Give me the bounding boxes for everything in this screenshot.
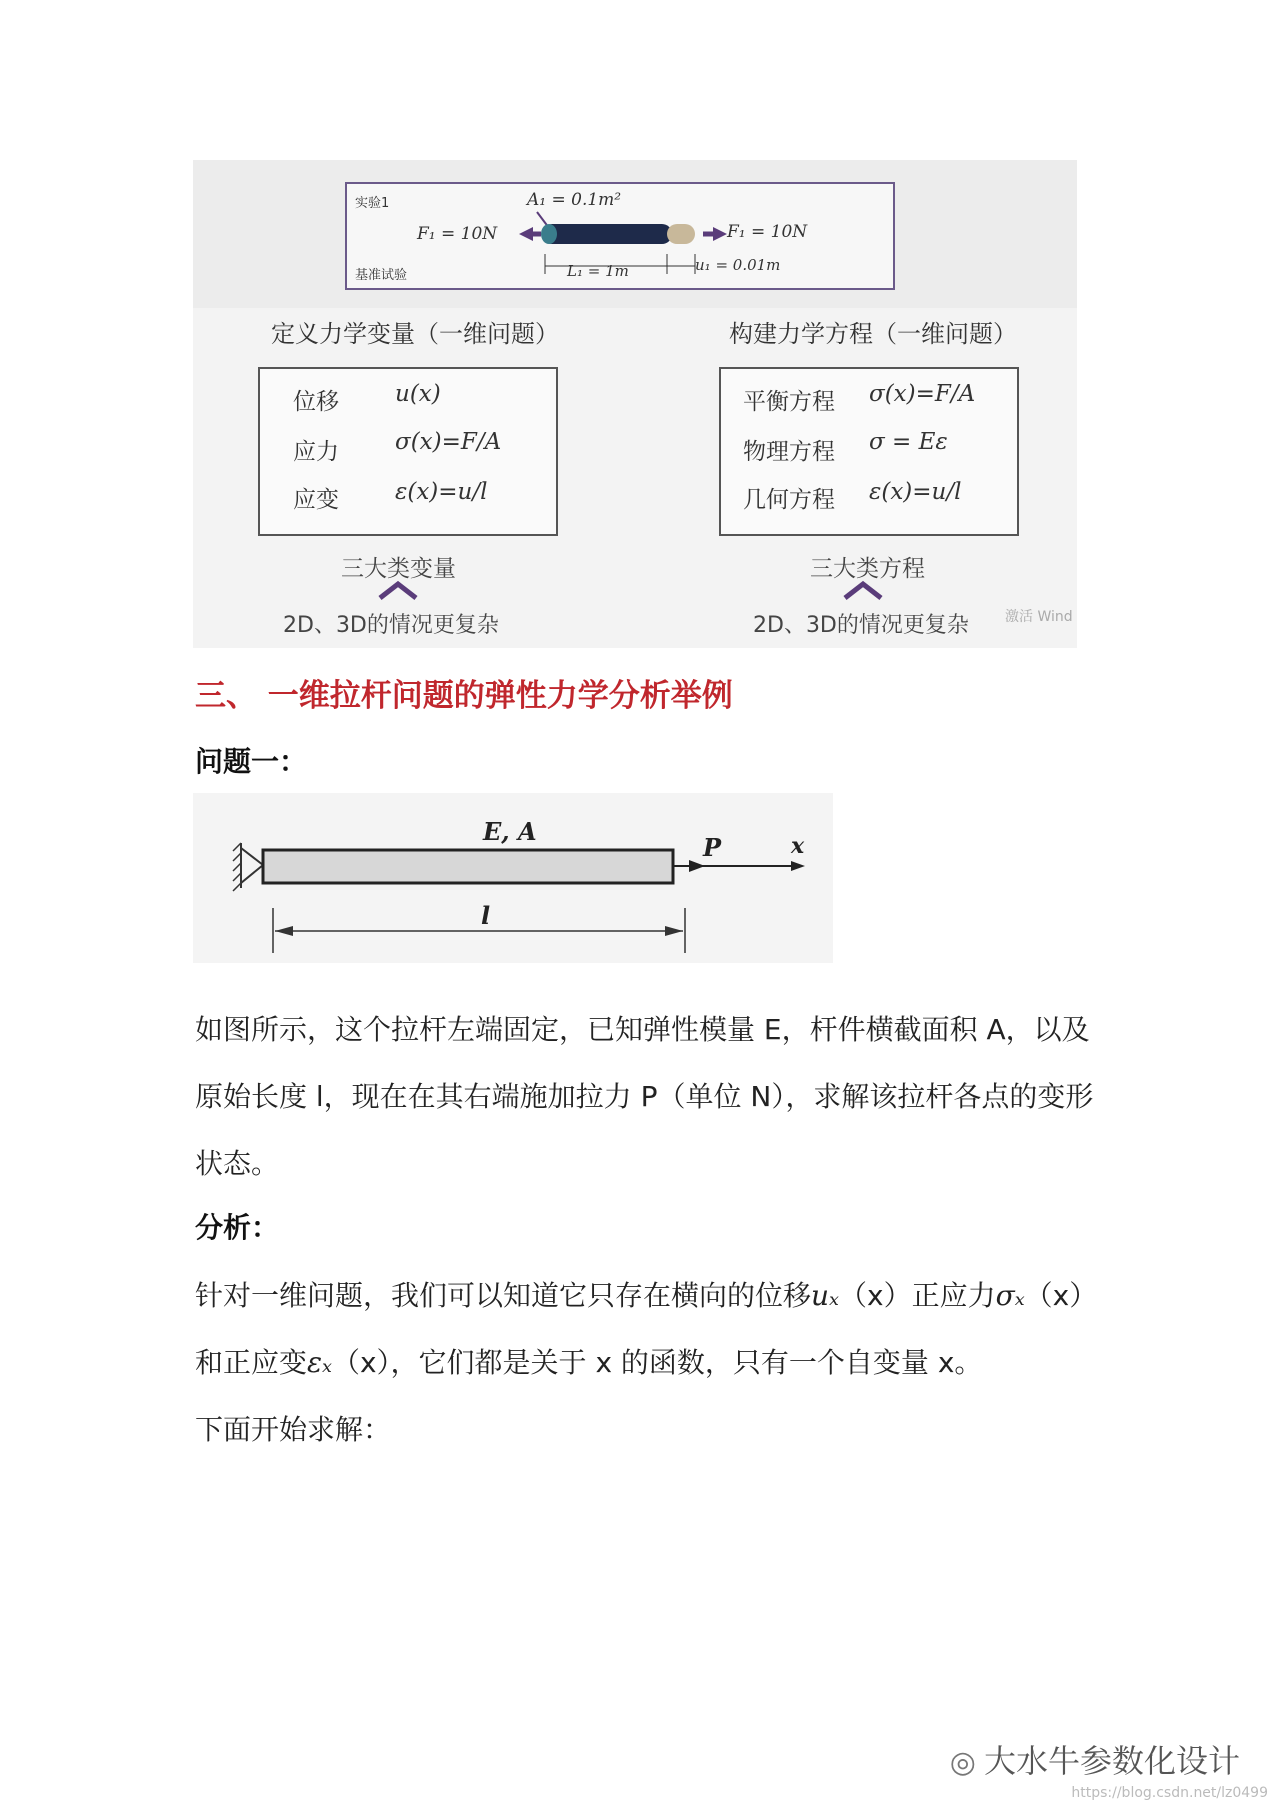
right-note: 2D、3D的情况更复杂 <box>753 613 969 638</box>
strain-symbol: εₓ <box>307 1346 332 1379</box>
problem-paragraph: 如图所示，这个拉杆左端固定，已知弹性模量 E，杆件横截面积 A，以及原始长度 l，现在在其右端施加拉力 P（单位 N），求解该拉杆各点的变形状态。 <box>195 1013 1094 1180</box>
right-caption: 三大类方程 <box>810 556 925 582</box>
problem-heading: 问题一： <box>195 745 308 778</box>
solve-intro: 下面开始求解： <box>195 1413 392 1446</box>
var-label: 应力 <box>293 439 339 465</box>
figure-tension-bar <box>193 793 833 963</box>
var-expr: u(x) <box>395 381 441 407</box>
left-caption: 三大类变量 <box>341 556 456 582</box>
eq-expr: σ(x)=F/A <box>869 381 976 407</box>
eq-label: 物理方程 <box>743 439 835 465</box>
var-expr: σ(x)=F/A <box>395 429 502 455</box>
experiment-diagram <box>347 184 893 288</box>
analysis-heading: 分析： <box>195 1211 280 1244</box>
footer-text: 大水牛参数化设计 <box>983 1742 1240 1780</box>
left-note: 2D、3D的情况更复杂 <box>283 613 499 638</box>
eq-label: 几何方程 <box>743 487 835 513</box>
eq-expr: ε(x)=u/l <box>869 479 962 505</box>
ea-label: E, A <box>483 817 537 846</box>
analysis-paragraph <box>195 1262 1095 1396</box>
analysis-text: （x）和正应变 <box>195 1279 1084 1379</box>
activation-watermark: 激活 Wind <box>1005 609 1073 625</box>
analysis-text: 针对一维问题，我们可以知道它只存在横向的位移 <box>195 1279 812 1312</box>
rod-body <box>542 224 672 244</box>
experiment-box <box>345 182 895 290</box>
tension-bar <box>263 850 673 883</box>
equations-box <box>719 367 1019 536</box>
arrow-right-icon <box>713 227 727 241</box>
rod-elongation <box>667 224 695 244</box>
var-label: 应变 <box>293 487 339 513</box>
rod-end <box>541 224 557 244</box>
force-right-label: F₁ = 10N <box>727 222 808 242</box>
var-label: 位移 <box>293 389 339 415</box>
analysis-text: （x），它们都是关于 x 的函数，只有一个自变量 x。 <box>331 1346 983 1379</box>
footer-brand <box>950 1736 1240 1782</box>
wechat-icon: ◎ <box>949 1745 976 1780</box>
stress-symbol: σₓ <box>995 1279 1025 1312</box>
section-heading: 三、 一维拉杆问题的弹性力学分析举例 <box>195 678 733 714</box>
chevron-up-icon <box>843 580 883 600</box>
arrow-left-icon <box>519 227 533 241</box>
p-label: P <box>703 833 722 862</box>
analysis-text: （x）正应力 <box>839 1279 996 1312</box>
variables-box <box>258 367 558 536</box>
x-label: x <box>791 833 805 859</box>
right-panel-title: 构建力学方程（一维问题） <box>729 320 1017 348</box>
eq-label: 平衡方程 <box>743 389 835 415</box>
eq-expr: σ = Eε <box>869 429 948 455</box>
chevron-up-icon <box>378 580 418 600</box>
length-label: L₁ = 1m <box>567 262 629 280</box>
displacement-symbol: uₓ <box>811 1279 839 1312</box>
baseline-label: 基准试验 <box>355 268 408 283</box>
l-label: l <box>481 901 491 930</box>
pin-support-icon <box>241 848 263 883</box>
experiment-label: 实验1 <box>355 196 390 211</box>
url-watermark: https://blog.csdn.net/lz0499 <box>1071 1785 1268 1801</box>
displacement-label: u₁ = 0.01m <box>695 256 781 274</box>
var-expr: ε(x)=u/l <box>395 479 488 505</box>
area-label: A₁ = 0.1m² <box>527 190 622 210</box>
force-left-label: F₁ = 10N <box>417 224 498 244</box>
left-panel-title: 定义力学变量（一维问题） <box>271 320 559 348</box>
figure-mechanics-variables <box>193 160 1077 648</box>
